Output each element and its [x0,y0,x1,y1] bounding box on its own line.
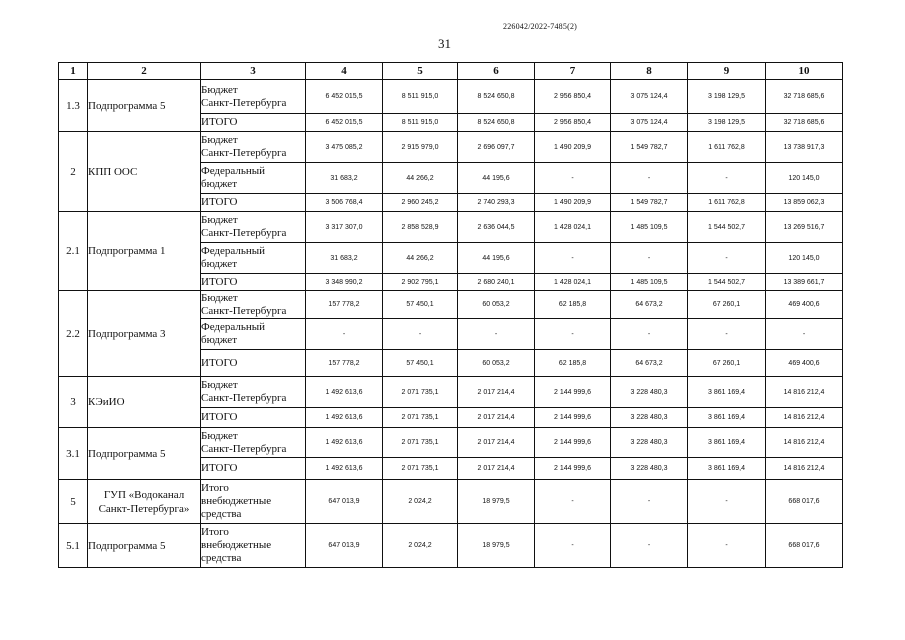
funding-source-line: Итого [201,526,229,538]
value-cell: 2 024,2 [383,524,458,568]
value-cell: 6 452 015,5 [306,114,383,132]
budget-table [58,62,843,568]
value-cell: 3 228 480,3 [611,408,688,428]
row-number: 2.2 [59,291,88,377]
value-cell: 14 816 212,4 [766,408,843,428]
value-cell: - [688,480,766,524]
value-cell: 67 260,1 [688,291,766,319]
value-cell: 3 228 480,3 [611,458,688,480]
table-row [59,524,843,568]
value-cell: 2 144 999,6 [535,377,611,408]
column-header: 6 [458,63,535,80]
value-cell: 8 511 915,0 [383,80,458,114]
table-row [59,377,843,408]
program-name: Подпрограмма 5 [88,428,201,480]
value-cell: 120 145,0 [766,163,843,194]
row-number: 2 [59,132,88,212]
value-cell: - [766,319,843,350]
value-cell: 2 017 214,4 [458,377,535,408]
funding-source [201,194,306,212]
value-cell: 1 492 613,6 [306,458,383,480]
row-number: 1.3 [59,80,88,132]
funding-source [201,480,306,524]
value-cell: 44 195,6 [458,163,535,194]
value-cell: 2 696 097,7 [458,132,535,163]
value-cell: 2 915 979,0 [383,132,458,163]
value-cell: 2 956 850,4 [535,114,611,132]
value-cell: 8 524 650,8 [458,114,535,132]
funding-source-line: внебюджетные [201,539,272,551]
column-header: 5 [383,63,458,80]
value-cell: - [535,243,611,274]
value-cell: 44 266,2 [383,243,458,274]
funding-source-line: ИТОГО [201,356,238,369]
table-row [59,480,843,524]
program-name: Подпрограмма 3 [88,291,201,377]
column-header: 2 [88,63,201,80]
value-cell: 2 017 214,4 [458,408,535,428]
value-cell: 3 228 480,3 [611,428,688,458]
value-cell: 62 185,8 [535,291,611,319]
value-cell: 31 683,2 [306,163,383,194]
value-cell: 2 858 528,9 [383,212,458,243]
value-cell: 2 024,2 [383,480,458,524]
table-row [59,212,843,243]
value-cell: - [535,163,611,194]
value-cell: 32 718 685,6 [766,114,843,132]
value-cell: 14 816 212,4 [766,377,843,408]
value-cell: 1 492 613,6 [306,408,383,428]
value-cell: - [611,163,688,194]
value-cell: 668 017,6 [766,480,843,524]
funding-source [201,274,306,291]
value-cell: 62 185,8 [535,350,611,377]
program-name: Подпрограмма 5 [88,80,201,132]
row-number: 3.1 [59,428,88,480]
funding-source [201,408,306,428]
value-cell: 3 861 169,4 [688,377,766,408]
value-cell: 13 269 516,7 [766,212,843,243]
funding-source [201,291,306,319]
value-cell: 44 266,2 [383,163,458,194]
value-cell: 57 450,1 [383,291,458,319]
funding-source-line: Санкт-Петербурга [201,227,287,239]
funding-source [201,212,306,243]
value-cell: 1 428 024,1 [535,212,611,243]
value-cell: - [458,319,535,350]
value-cell: 60 053,2 [458,350,535,377]
value-cell: 32 718 685,6 [766,80,843,114]
value-cell: 157 778,2 [306,291,383,319]
value-cell: - [611,524,688,568]
value-cell: 2 071 735,1 [383,377,458,408]
value-cell: 1 492 613,6 [306,428,383,458]
funding-source-line: ИТОГО [201,275,238,288]
funding-source-line: средства [201,508,242,520]
value-cell: 8 511 915,0 [383,114,458,132]
value-cell: 469 400,6 [766,291,843,319]
table-row [59,80,843,114]
value-cell: 647 013,9 [306,480,383,524]
funding-source [201,243,306,274]
value-cell: 3 198 129,5 [688,80,766,114]
value-cell: - [383,319,458,350]
funding-source-line: ИТОГО [201,462,238,474]
value-cell: - [611,480,688,524]
value-cell: - [535,319,611,350]
value-cell: 2 680 240,1 [458,274,535,291]
value-cell: 120 145,0 [766,243,843,274]
value-cell: 2 144 999,6 [535,458,611,480]
funding-source-line: Санкт-Петербурга [201,96,287,109]
value-cell: 2 636 044,5 [458,212,535,243]
funding-source [201,377,306,408]
value-cell: 14 816 212,4 [766,428,843,458]
value-cell: 1 485 109,5 [611,274,688,291]
program-name: КЭиИО [88,377,201,428]
funding-source-line: Бюджет [201,429,238,442]
value-cell: 647 013,9 [306,524,383,568]
value-cell: 668 017,6 [766,524,843,568]
value-cell: 3 861 169,4 [688,458,766,480]
value-cell: 469 400,6 [766,350,843,377]
funding-source [201,319,306,350]
funding-source-line: Федеральный [201,245,266,257]
value-cell: 2 071 735,1 [383,408,458,428]
funding-source-line: бюджет [201,334,237,346]
table-row [59,428,843,458]
value-cell: 3 075 124,4 [611,114,688,132]
value-cell: 18 979,5 [458,480,535,524]
document-registration-number: 226042/2022-7485(2) [503,22,578,31]
value-cell: 2 017 214,4 [458,428,535,458]
funding-source-line: Федеральный [201,321,266,333]
funding-source-line: бюджет [201,178,237,190]
value-cell: 2 960 245,2 [383,194,458,212]
value-cell: 1 611 762,8 [688,132,766,163]
funding-source-line: Бюджет [201,214,238,226]
funding-source-line: Федеральный [201,165,266,177]
column-header: 7 [535,63,611,80]
row-number: 5 [59,480,88,524]
row-number: 5.1 [59,524,88,568]
value-cell: 1 549 782,7 [611,132,688,163]
value-cell: 2 956 850,4 [535,80,611,114]
value-cell: 3 198 129,5 [688,114,766,132]
value-cell: 3 075 124,4 [611,80,688,114]
value-cell: 1 428 024,1 [535,274,611,291]
table-row [59,291,843,319]
value-cell: 1 549 782,7 [611,194,688,212]
funding-source [201,114,306,132]
row-number: 3 [59,377,88,428]
funding-source-line: ИТОГО [201,196,238,208]
value-cell: 13 859 062,3 [766,194,843,212]
value-cell: 1 544 502,7 [688,212,766,243]
program-name: ГУП «Водоканал Санкт-Петербурга» [88,480,201,524]
program-name: Подпрограмма 5 [88,524,201,568]
funding-source-line: Санкт-Петербурга [201,304,287,317]
value-cell: 64 673,2 [611,350,688,377]
funding-source [201,80,306,114]
funding-source-line: бюджет [201,258,237,270]
value-cell: 60 053,2 [458,291,535,319]
value-cell: 1 490 209,9 [535,132,611,163]
value-cell: 157 778,2 [306,350,383,377]
funding-source-line: Санкт-Петербурга [201,147,287,159]
funding-source-line: ИТОГО [201,411,238,423]
funding-source-line: Бюджет [201,379,238,391]
value-cell: 2 071 735,1 [383,458,458,480]
value-cell: 3 317 307,0 [306,212,383,243]
value-cell: 1 492 613,6 [306,377,383,408]
column-header: 9 [688,63,766,80]
value-cell: 3 861 169,4 [688,428,766,458]
funding-source-line: внебюджетные [201,495,272,507]
value-cell: 3 348 990,2 [306,274,383,291]
funding-source-line: средства [201,552,242,564]
value-cell: 3 506 768,4 [306,194,383,212]
value-cell: - [306,319,383,350]
funding-source [201,458,306,480]
value-cell: 13 389 661,7 [766,274,843,291]
value-cell: 64 673,2 [611,291,688,319]
funding-source-line: ИТОГО [201,116,238,128]
value-cell: 2 902 795,1 [383,274,458,291]
funding-source [201,132,306,163]
funding-source [201,428,306,458]
value-cell: - [611,319,688,350]
value-cell: 67 260,1 [688,350,766,377]
value-cell: 2 740 293,3 [458,194,535,212]
funding-source [201,524,306,568]
funding-source-line: Санкт-Петербурга [201,392,287,404]
value-cell: 3 228 480,3 [611,377,688,408]
funding-source-line: Бюджет [201,83,238,96]
value-cell: 3 861 169,4 [688,408,766,428]
value-cell: - [688,243,766,274]
value-cell: 18 979,5 [458,524,535,568]
value-cell: 2 017 214,4 [458,458,535,480]
row-number: 2.1 [59,212,88,291]
funding-source-line: Итого [201,482,229,494]
value-cell: - [535,480,611,524]
value-cell: 1 485 109,5 [611,212,688,243]
program-name: Подпрограмма 1 [88,212,201,291]
value-cell: 57 450,1 [383,350,458,377]
value-cell: 2 071 735,1 [383,428,458,458]
funding-source [201,350,306,377]
value-cell: - [688,319,766,350]
value-cell: 44 195,6 [458,243,535,274]
value-cell: - [688,163,766,194]
value-cell: 13 738 917,3 [766,132,843,163]
funding-source [201,163,306,194]
funding-source-line: Бюджет [201,134,238,146]
value-cell: - [611,243,688,274]
value-cell: 8 524 650,8 [458,80,535,114]
value-cell: 2 144 999,6 [535,428,611,458]
value-cell: 14 816 212,4 [766,458,843,480]
column-header: 8 [611,63,688,80]
value-cell: - [535,524,611,568]
column-header: 4 [306,63,383,80]
column-header: 10 [766,63,843,80]
value-cell: 2 144 999,6 [535,408,611,428]
column-header: 1 [59,63,88,80]
table-header-row [59,63,843,80]
value-cell: 31 683,2 [306,243,383,274]
value-cell: 1 490 209,9 [535,194,611,212]
value-cell: 1 611 762,8 [688,194,766,212]
table-row [59,132,843,163]
value-cell: 1 544 502,7 [688,274,766,291]
value-cell: 3 475 085,2 [306,132,383,163]
funding-source-line: Бюджет [201,291,238,304]
program-name: КПП ООС [88,132,201,212]
page-number: 31 [438,36,451,51]
column-header: 3 [201,63,306,80]
value-cell: 6 452 015,5 [306,80,383,114]
value-cell: - [688,524,766,568]
funding-source-line: Санкт-Петербурга [201,442,287,455]
